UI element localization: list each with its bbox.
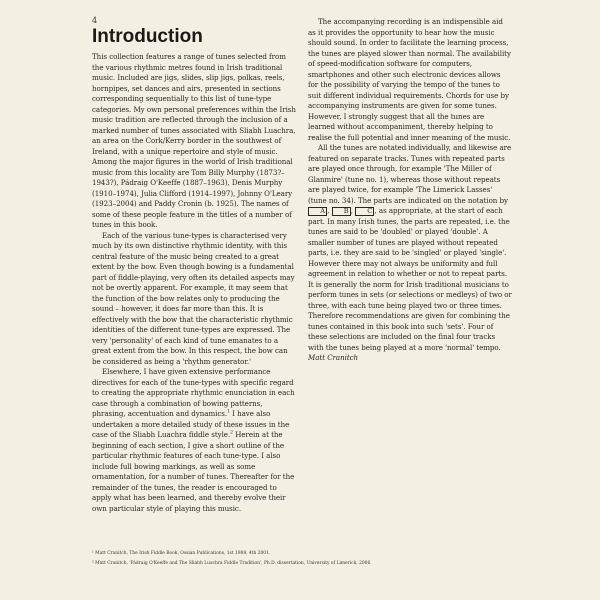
footnote-2: ² Matt Cranitch, 'Pádraig O'Keeffe and The Sliabh Luachra Fiddle Tradition', Ph.D. dissertation, University of Limerick, 2006. <box>92 560 372 566</box>
paragraph-directives <box>92 367 296 514</box>
paragraph-text: Elsewhere, I have given extensive performance directives for each of the tune-types with specific regard to creating the appropriate rhythmic enunciation in each case through a combination of bowing patterns, phrasing, accentuation and dynamics. <box>92 367 295 418</box>
paragraph-text: I have also undertaken a more detailed study of these issues in the case of the Sliabh Luachra fiddle style. <box>92 409 290 439</box>
paragraph-text: Herein at the beginning of each section, I give a short outline of the particular rhythmic features of each tune-type. I also include full bowing markings, as well as some ornamentation, for a number of tunes. Thereafter for the remainder of the tunes, the reader is encouraged to apply what has been learned, and thereby evolve their own particular style of playing this music. <box>92 430 295 513</box>
page-title: Introduction <box>92 26 203 47</box>
paragraph-text: All the tunes are notated individually, and likewise are featured on separate tracks. Tunes with repeated parts are played once through, for example 'The Miller of Glanmire' (tune no. 1), whereas those without repeats are played twice, for example 'The Limerick Lasses' (tune no. 34). The parts are indicated on the notation by <box>308 143 512 205</box>
paragraph-collection: This collection features a range of tunes selected from the various rhythmic metres found in Irish traditional music. Included are jigs, slides, slip jigs, polkas, reels, hornpipes, set dances and airs, presented in sections corresponding sequentially to this list of tune-type categories. My own personal preferences within the Irish music tradition are reflected through the inclusion of a marked number of tunes associated with Sliabh Luachra, an area on the Cork/Kerry border in the southwest of Ireland, with a unique repertoire and style of music. Among the major figures in the world of Irish traditional music from this locality are Tom Billy Murphy (1873?–1943?), Pádraig O'Keeffe (1887–1963), Denis Murphy (1910–1974), Julia Clifford (1914–1997), Johnny O'Leary (1923–2004) and Paddy Cronin (b. 1925). The names of some of these people feature in the titles of a number of tunes in this book. <box>92 52 296 229</box>
author-signature: Matt Cranitch <box>308 353 359 362</box>
separator: , <box>327 206 332 215</box>
footnotes <box>92 549 512 568</box>
left-column <box>92 52 296 514</box>
part-marker-b: B <box>332 207 351 216</box>
footnote-ref-1[interactable]: 1 <box>227 409 230 415</box>
paragraph-notation <box>308 143 512 353</box>
part-marker-c: C <box>355 207 374 216</box>
separator: , <box>350 206 356 215</box>
paragraph-text: , as appropriate, at the start of each part. In many Irish tunes, the parts are repeated, i.e. the tunes are said to be 'doubled' or played 'double'. A smaller number of tunes are played without repeated parts, i.e. they are said to be 'singled' or played 'single'. However there may not always be uniformity and full agreement in relation to whether or not to repeat parts. It is generally the norm for Irish traditional musicians to perform tunes in sets (or selections or medleys) of two or three, with each tune being played two or three times. Therefore recommendations are given for combining the tunes contained in this book into such 'sets'. Four of these selections are included on the final four tracks with the tunes being played at a more 'normal' tempo. <box>308 206 512 352</box>
part-marker-a: A <box>308 207 327 216</box>
footnote-ref-2[interactable]: 2 <box>230 430 233 436</box>
paragraph-tune-types: Each of the various tune-types is characterised very much by its own distinctive rhythmic identity, with this central feature of the music being created to a great extent by the bow. Even though bowing is a fundamental part of fiddle-playing, very often its detailed aspects may not be overtly apparent. For example, it may seem that the function of the bow relates only to producing the sound – however, it does far more than this. It is effectively with the bow that the characteristic rhythmic identities of the different tune-types are expressed. The very 'personality' of each kind of tune emanates to a great extent from the bow. In this respect, the bow can be considered as being a 'rhythm generator.' <box>92 230 295 366</box>
footnote-1: ¹ Matt Cranitch, The Irish Fiddle Book, Ossian Publications, 1st 1988, 4th 2001. <box>92 551 271 556</box>
paragraph-recording: The accompanying recording is an indispensible aid as it provides the opportunity to hear how the music should sound. In order to facilitate the learning process, the tunes are played slower than normal. The availability of speed-modification software for computers, smartphones and other such electronic devices allows for the possibility of varying the tempo of the tunes to suit different individual requirements. Chords for use by accompanying instruments are given for some tunes. However, I strongly suggest that all the tunes are learned without accompaniment, thereby helping to realise the full potential and inner meaning of the music. <box>308 17 511 142</box>
page-number: 4 <box>92 16 98 25</box>
right-column <box>308 17 512 364</box>
